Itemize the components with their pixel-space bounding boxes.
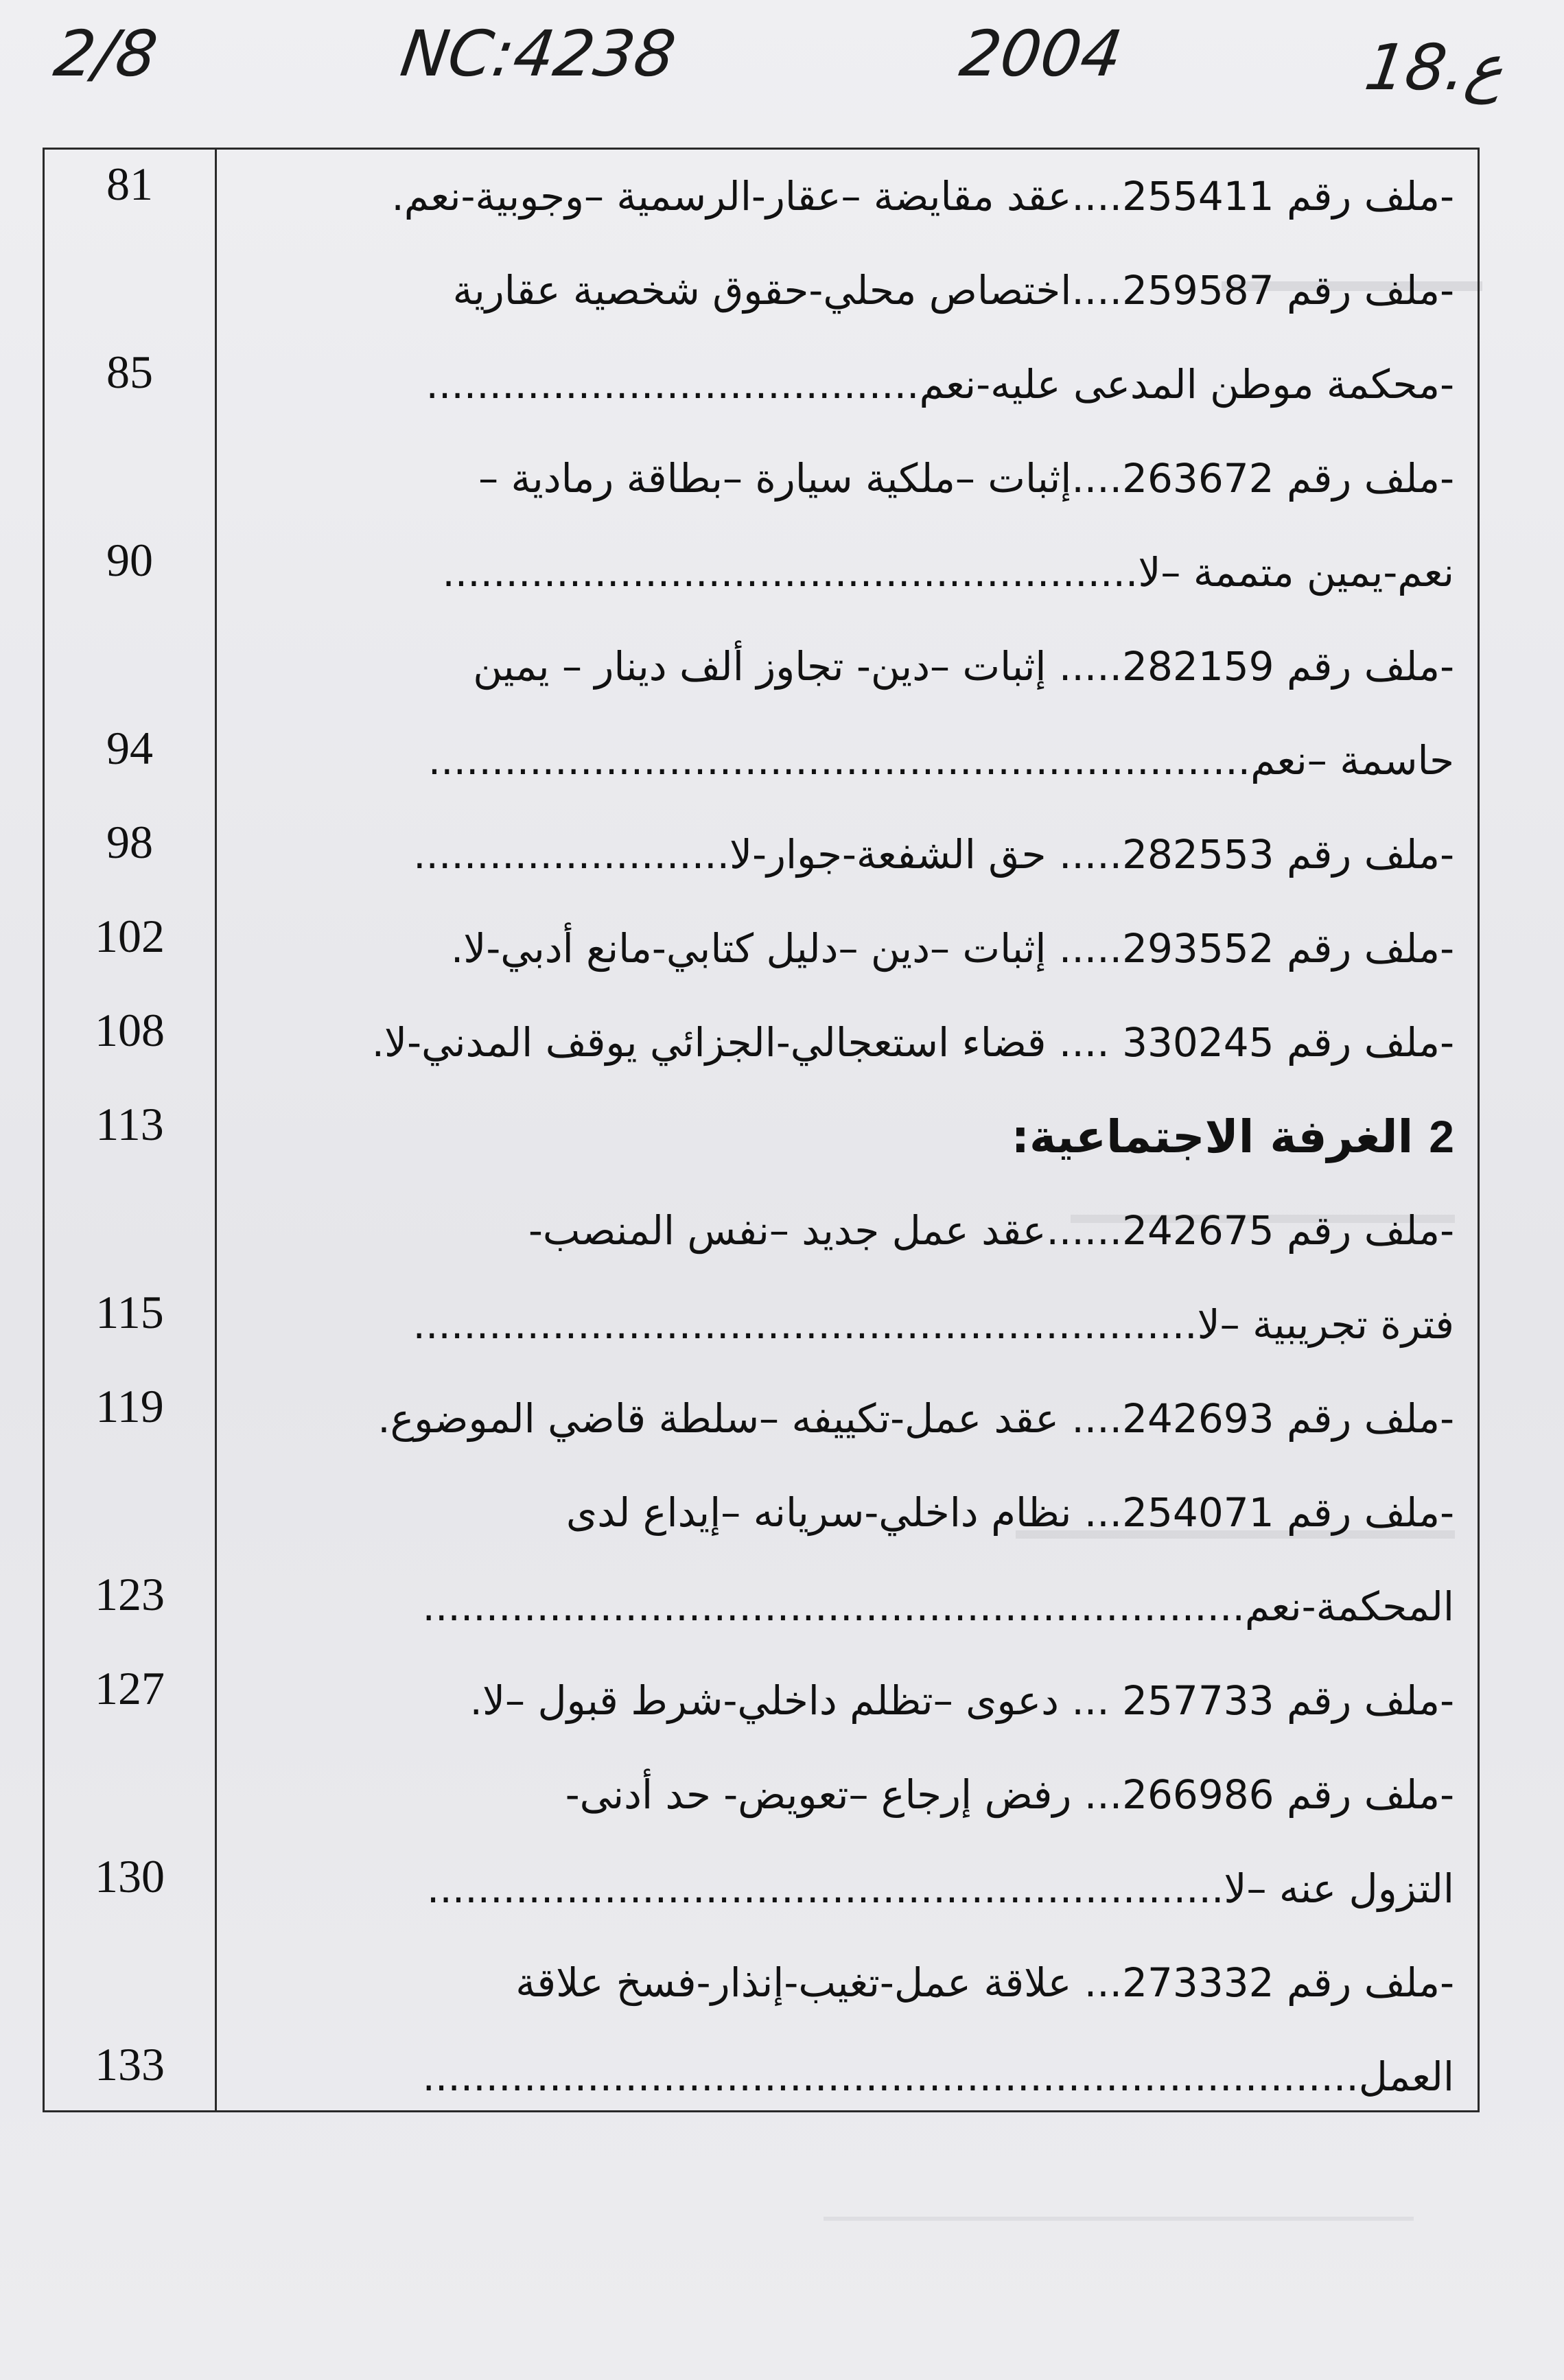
page-number: 81: [106, 158, 153, 210]
toc-entry: -ملف رقم 257733 ... دعوى –تظلم داخلي-شرط قبول –لا.: [469, 1677, 1454, 1724]
page-number: 133: [95, 2038, 165, 2090]
toc-entry: -محكمة موطن المدعى عليه-نعم.......................................: [425, 361, 1454, 408]
toc-entry: -ملف رقم 263672....إثبات –ملكية سيارة –بطاقة رمادية –: [478, 455, 1454, 502]
page-number: 130: [95, 1850, 165, 1902]
toc-entry: -ملف رقم 273332... علاقة عمل-تغيب-إنذار-فسخ علاقة: [515, 1959, 1454, 2006]
toc-entry: العمل..........................................................................: [422, 2053, 1454, 2100]
toc-entry: -ملف رقم 293552..... إثبات –دين –دليل كتابي-مانع أدبي-لا.: [450, 925, 1454, 972]
page-number: 115: [95, 1286, 164, 1338]
toc-entry: حاسمة –نعم.................................................................: [428, 737, 1454, 784]
page-number-column: [45, 150, 215, 2110]
page-number: 123: [95, 1568, 165, 1620]
page-number: 113: [95, 1098, 164, 1150]
toc-entry: التزول عنه –لا...............................................................: [426, 1865, 1454, 1912]
entries-column: [217, 150, 1478, 2110]
handwritten-fraction: 2/8: [49, 17, 162, 91]
section-number: 2: [1429, 1111, 1454, 1162]
toc-entry: -ملف رقم 282159..... إثبات –دين- تجاوز ألف دينار – يمين: [473, 643, 1454, 690]
toc-entry: -ملف رقم 242693.... عقد عمل-تكييفه –سلطة قاضي الموضوع.: [377, 1395, 1454, 1442]
toc-entry: -ملف رقم 255411....عقد مقايضة –عقار-الرسمية –وجوبية-نعم.: [391, 173, 1454, 220]
toc-table: [43, 148, 1480, 2112]
toc-entry: -ملف رقم 242675......عقد عمل جديد –نفس المنصب-: [528, 1207, 1454, 1254]
page-number: 90: [106, 534, 153, 586]
toc-entry: فترة تجريبية –لا..............................................................: [412, 1301, 1454, 1348]
section-heading: [244, 1109, 1454, 1165]
handwritten-header: [0, 0, 1564, 130]
toc-entry: -ملف رقم 282553..... حق الشفعة-جوار-لا.........................: [413, 831, 1454, 878]
handwritten-issue: ع.18: [1360, 31, 1509, 104]
section-title: الغرفة الاجتماعية:: [1011, 1110, 1414, 1163]
toc-entry: المحكمة-نعم.................................................................: [422, 1583, 1454, 1630]
handwritten-year: 2004: [955, 17, 1127, 91]
handwritten-reference: NC:4238: [396, 17, 680, 91]
page-number: 108: [95, 1004, 165, 1056]
page-number: 98: [106, 816, 153, 868]
page-number: 102: [95, 910, 165, 962]
toc-entry: -ملف رقم 259587....اختصاص محلي-حقوق شخصية عقارية: [452, 267, 1454, 314]
toc-entry: -ملف رقم 266986... رفض إرجاع –تعويض- حد أدنى-: [565, 1771, 1454, 1818]
page-number: 85: [106, 346, 153, 398]
toc-entry: -ملف رقم 330245 .... قضاء استعجالي-الجزائي يوقف المدني-لا.: [371, 1019, 1454, 1066]
toc-entry: نعم-يمين متممة –لا.......................................................: [442, 549, 1454, 596]
toc-entry: -ملف رقم 254071... نظام داخلي-سريانه –إيداع لدى: [565, 1489, 1454, 1536]
page-number: 94: [106, 722, 153, 774]
page-number: 119: [95, 1380, 164, 1432]
page-number: 127: [95, 1662, 165, 1714]
bleed-through-shadow: [824, 2217, 1414, 2221]
